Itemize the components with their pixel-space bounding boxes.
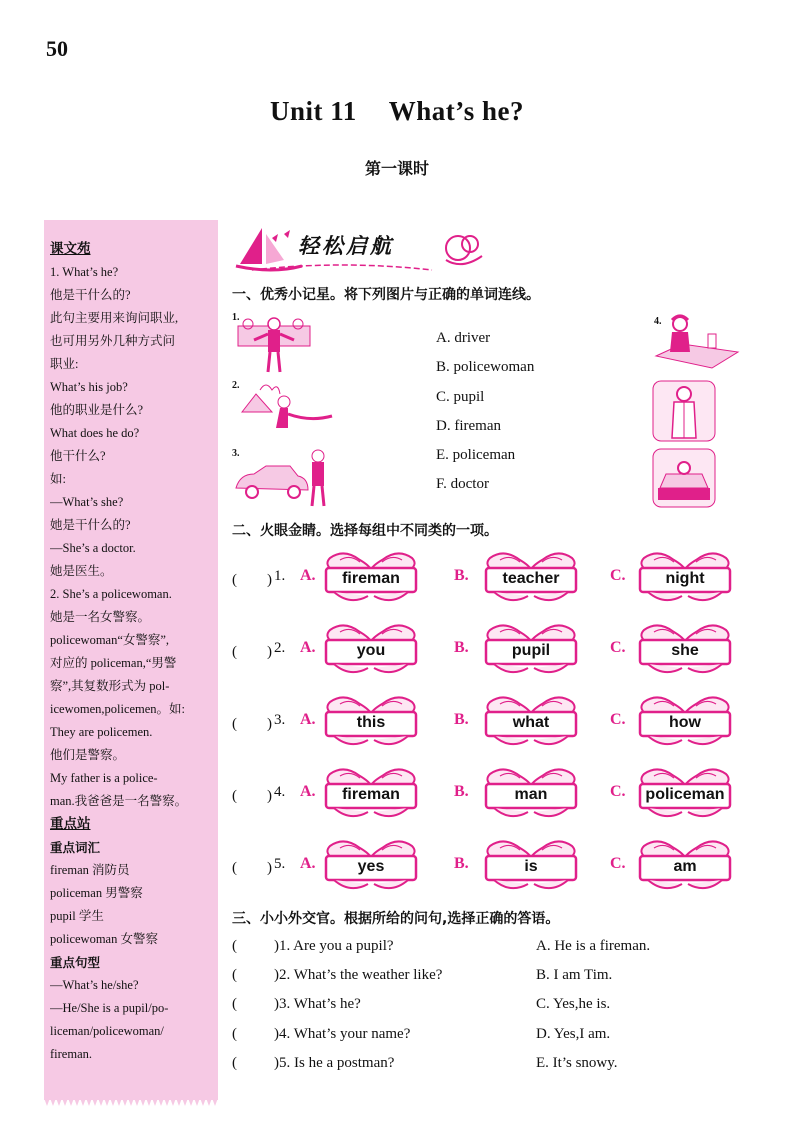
sidebar-line: 他干什么? <box>50 449 106 463</box>
section2-heading: 二、火眼金睛。选择每组中不同类的一项。 <box>232 523 498 539</box>
ribbon-word-option <box>634 694 736 752</box>
picture-number: 1. <box>232 312 240 323</box>
sidebar-line: 她是一名女警察。 <box>50 610 151 624</box>
banner-title: 轻松启航 <box>298 234 394 258</box>
driver-car-picture <box>232 446 328 508</box>
word-option: E. policeman <box>436 447 516 464</box>
sidebar-line: What does he do? <box>50 426 140 440</box>
ribbon-word-option <box>320 550 422 608</box>
option-letter: C. <box>610 855 626 872</box>
word-option: C. pupil <box>436 388 485 405</box>
ribbon-word-option <box>480 550 582 608</box>
answer-blank[interactable]: ( <box>232 1026 237 1042</box>
qa-row <box>232 996 752 1022</box>
answer-blank[interactable]: ( <box>232 996 237 1012</box>
sidebar-line: —He/She is a pupil/po- <box>50 1001 169 1015</box>
option-word: what <box>512 714 550 731</box>
answer-option: D. Yes,I am. <box>536 1026 611 1042</box>
answer-blank[interactable]: ( ) <box>232 788 272 804</box>
ribbon-word-option <box>480 622 582 680</box>
answer-blank[interactable]: ( ) <box>232 572 272 588</box>
section3-heading: 三、小小外交官。根据所给的问句,选择正确的答语。 <box>232 911 560 927</box>
qa-row <box>232 967 752 993</box>
sidebar-line: icewomen,policemen。如: <box>50 702 186 716</box>
sidebar-line: fireman. <box>50 1047 92 1061</box>
sidebar-line: policewoman“女警察”, <box>50 633 170 647</box>
ribbon-word-option <box>634 838 736 896</box>
option-word: you <box>356 642 386 659</box>
answer-blank[interactable]: ( ) <box>232 644 272 660</box>
unit-question: What’s he? <box>388 96 525 126</box>
word-list <box>436 324 534 500</box>
sidebar-line: man.我爸爸是一名警察。 <box>50 794 188 808</box>
ribbon-word-option <box>320 694 422 752</box>
choice-row <box>232 550 752 610</box>
answer-option: C. Yes,he is. <box>536 996 611 1012</box>
sidebar-line: 2. She’s a policewoman. <box>50 587 172 601</box>
sidebar-line: liceman/policewoman/ <box>50 1024 164 1038</box>
sidebar-heading-text: 课文苑 <box>50 241 91 257</box>
choice-row <box>232 694 752 754</box>
section1-heading: 一、优秀小记星。将下列图片与正确的单词连线。 <box>232 287 540 303</box>
sidebar-line: —What’s he/she? <box>50 978 139 992</box>
answer-blank[interactable]: ( <box>232 938 237 954</box>
choice-row <box>232 622 752 682</box>
sidebar-text-block <box>50 261 214 813</box>
option-letter: B. <box>454 567 469 584</box>
question-number: 4. <box>274 784 286 800</box>
sidebar-line: What’s his job? <box>50 380 128 394</box>
pattern-title: 重点句型 <box>50 955 101 970</box>
option-word: pupil <box>511 642 551 659</box>
sidebar-heading-key: 重点站 <box>50 816 91 832</box>
picture-number: 2. <box>232 380 240 391</box>
option-letter: A. <box>300 855 316 872</box>
question-text: )2. What’s the weather like? <box>274 967 443 983</box>
option-word: am <box>673 858 697 875</box>
option-letter: A. <box>300 567 316 584</box>
ribbon-word-option <box>634 766 736 824</box>
question-text: )1. Are you a pupil? <box>274 938 394 954</box>
option-letter: B. <box>454 711 469 728</box>
unit-label: Unit 11 <box>269 96 357 126</box>
doctor-picture <box>652 380 716 442</box>
word-option: D. fireman <box>436 417 501 434</box>
choice-row <box>232 838 752 898</box>
question-text: )5. Is he a postman? <box>274 1055 395 1071</box>
ribbon-word-option <box>320 838 422 896</box>
option-word: teacher <box>502 570 560 587</box>
option-letter: A. <box>300 783 316 800</box>
ribbon-word-option <box>480 838 582 896</box>
sidebar-notes <box>44 220 218 1100</box>
sidebar-line: fireman 消防员 <box>50 863 130 877</box>
sidebar-line: 察”,其复数形式为 pol- <box>50 679 170 693</box>
word-option: B. policewoman <box>436 359 535 376</box>
sidebar-line: They are policemen. <box>50 725 153 739</box>
sidebar-line: —What’s she? <box>50 495 124 509</box>
vocab-title: 重点词汇 <box>50 840 101 855</box>
option-letter: B. <box>454 639 469 656</box>
sidebar-line: 她是医生。 <box>50 564 113 578</box>
option-letter: C. <box>610 567 626 584</box>
page-number: 50 <box>46 36 68 61</box>
unit-title <box>0 96 794 127</box>
ribbon-word-option <box>320 766 422 824</box>
fireman-picture <box>236 378 336 440</box>
answer-option: B. I am Tim. <box>536 967 613 983</box>
option-word: this <box>356 714 386 731</box>
sidebar-line: policeman 男警察 <box>50 886 143 900</box>
option-word: how <box>669 714 701 731</box>
sidebar-line: 如: <box>50 472 66 486</box>
qa-row <box>232 938 752 964</box>
ribbon-word-option <box>480 694 582 752</box>
policeman-traffic-picture <box>236 312 312 374</box>
sidebar-line: pupil 学生 <box>50 909 104 923</box>
option-word: fireman <box>342 570 400 587</box>
sidebar-line: 他们是警察。 <box>50 748 126 762</box>
option-letter: A. <box>300 711 316 728</box>
sidebar-line: 他是干什么的? <box>50 288 131 302</box>
sidebar-zigzag-edge <box>44 1098 218 1108</box>
sidebar-line: 他的职业是什么? <box>50 403 144 417</box>
ribbon-word-option <box>634 550 736 608</box>
answer-option: A. He is a fireman. <box>536 938 651 954</box>
sidebar-line: 此句主要用来询问职业, <box>50 311 179 325</box>
qa-row <box>232 1026 752 1052</box>
ribbon-word-option <box>320 622 422 680</box>
option-word: is <box>524 858 538 875</box>
question-number: 5. <box>274 856 286 872</box>
option-word: fireman <box>342 786 400 803</box>
pupil-car-picture <box>652 448 716 508</box>
choice-row <box>232 766 752 826</box>
ribbon-word-option <box>634 622 736 680</box>
option-word: policeman <box>645 786 725 803</box>
option-letter: C. <box>610 783 626 800</box>
question-number: 2. <box>274 640 286 656</box>
word-option: F. doctor <box>436 476 489 493</box>
answer-blank[interactable]: ( <box>232 1055 237 1071</box>
option-word: man <box>514 786 548 803</box>
sidebar-line: 1. What’s he? <box>50 265 119 279</box>
word-option: A. driver <box>436 330 491 346</box>
vocab-list <box>50 859 214 951</box>
pattern-list <box>50 974 214 1066</box>
sidebar-line: 她是干什么的? <box>50 518 131 532</box>
sidebar-line: 也可用另外几种方式问 <box>50 334 176 348</box>
ribbon-word-option <box>480 766 582 824</box>
sidebar-line: My father is a police- <box>50 771 158 785</box>
sidebar-line: policewoman 女警察 <box>50 932 158 946</box>
picture-number: 3. <box>232 448 240 459</box>
qa-row <box>232 1055 752 1081</box>
sidebar-line: 职业: <box>50 357 79 371</box>
question-number: 3. <box>274 712 286 728</box>
option-word: yes <box>357 858 385 875</box>
option-letter: C. <box>610 711 626 728</box>
option-word: night <box>665 570 705 587</box>
option-word: she <box>671 642 699 659</box>
option-letter: B. <box>454 783 469 800</box>
sidebar-line: 对应的 policeman,“男警 <box>50 656 177 670</box>
answer-blank[interactable]: ( <box>232 967 237 983</box>
picture-number: 4. <box>654 316 662 327</box>
answer-option: E. It’s snowy. <box>536 1055 618 1071</box>
lesson-subtitle: 第一课时 <box>364 159 429 178</box>
answer-blank[interactable]: ( ) <box>232 860 272 876</box>
question-text: )3. What’s he? <box>274 996 361 1012</box>
option-letter: B. <box>454 855 469 872</box>
option-letter: A. <box>300 639 316 656</box>
policewoman-desk-picture <box>652 312 742 374</box>
option-letter: C. <box>610 639 626 656</box>
sidebar-line: —She’s a doctor. <box>50 541 136 555</box>
answer-blank[interactable]: ( ) <box>232 716 272 732</box>
question-number: 1. <box>274 568 286 584</box>
question-text: )4. What’s your name? <box>274 1026 411 1042</box>
